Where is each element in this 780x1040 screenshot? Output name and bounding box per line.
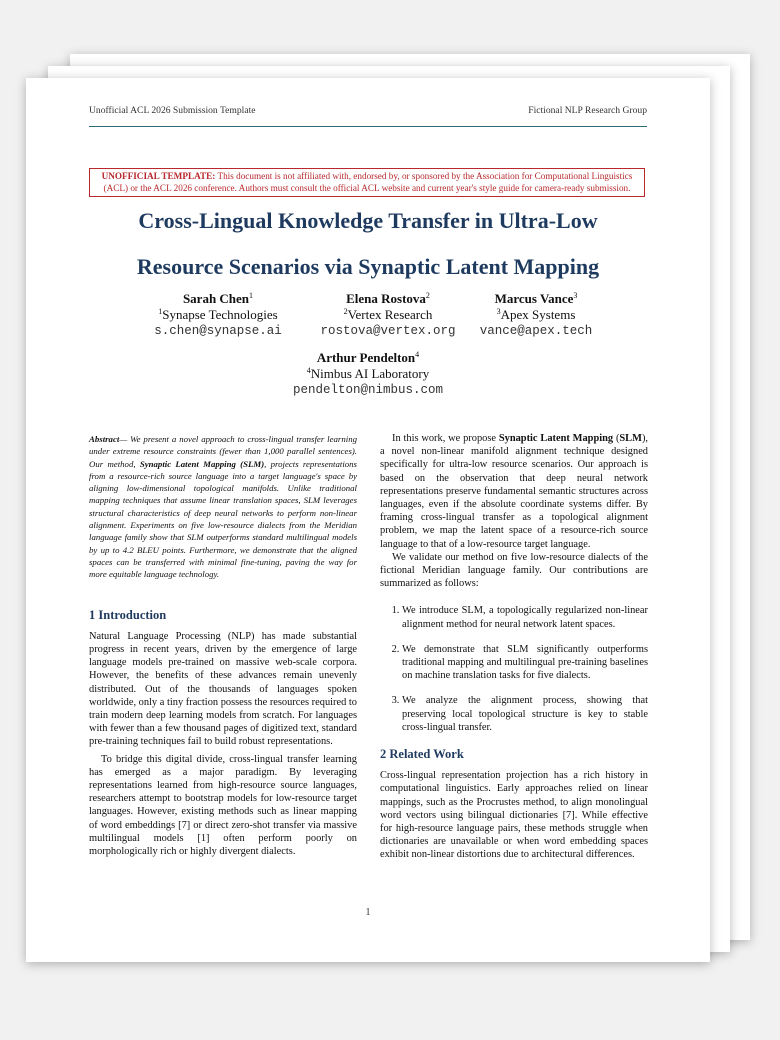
text-run: ( xyxy=(613,433,620,444)
author-4 xyxy=(278,350,458,398)
author-sup: 4 xyxy=(415,350,420,359)
author-sup: 3 xyxy=(573,291,578,300)
author-name: Arthur Pendelton xyxy=(316,350,416,365)
author-name: Marcus Vance xyxy=(494,291,574,306)
author-email: pendelton@nimbus.com xyxy=(292,383,444,397)
notice-text: This document is not affiliated with, endorsed by, or sponsored by the Association for Computational Linguistics (ACL) or the ACL 2026 conference. Authors must consult the official ACL website and current year's style guide for camera-ready submission. xyxy=(103,171,633,193)
title-line-2: Resource Scenarios via Synaptic Latent Mapping xyxy=(136,254,600,279)
method-abbrev: SLM xyxy=(619,433,642,444)
intro-paragraph-2: To bridge this digital divide, cross-lingual transfer learning has emerged as a major paradigm. By leveraging representations learned from high-resource source languages, researchers attempt to bootstrap models for low-resource target languages. However, existing methods such as linear mapping of word embeddings [7] or direct zero-shot transfer via massive multilingual models [1] often perform poorly on morphologically rich or highly divergent dialects. xyxy=(89,753,357,858)
unofficial-notice xyxy=(89,168,645,197)
related-work-paragraph: Cross-lingual representation projection has a rich history in computational linguistics. Early approaches relied on linear mappings, such as the Procrustes method, to align monolingual word vectors using bilingual dictionaries [7]. While effective for high-resource language pairs, these methods struggle when dictionaries are unavailable or when word embedding spaces exhibit non-linear distortions due to architectural differences. xyxy=(380,770,648,861)
list-item: 1. We introduce SLM, a topologically regularized non-linear alignment method for neural network latent spaces. xyxy=(402,604,648,630)
author-name: Sarah Chen xyxy=(182,291,250,306)
abstract-text-1: — We present a novel approach to cross-lingual transfer learning under extreme resource constraints (fewer than 1,000 parallel sentences). Our method, xyxy=(89,434,357,469)
affiliation-sup: 1 xyxy=(158,307,163,316)
running-header xyxy=(89,105,647,127)
author-affiliation xyxy=(456,307,616,323)
intro-paragraph-1: Natural Language Processing (NLP) has made substantial progress in recent years, driven by the emergence of large language models pre-trained on massive web-scale corpora. However, the benefits of these advances remain unevenly distributed. Out of the thousands of languages spoken worldwide, only a tiny fraction possess the resources required to train modern deep learning models from scratch. For languages with fewer than a few thousand pages of digitized text, standard pre-training techniques fail to build robust representations. xyxy=(89,630,357,748)
affiliation-sup: 3 xyxy=(496,307,501,316)
left-column xyxy=(89,433,357,858)
affiliation-text: Apex Systems xyxy=(500,307,576,322)
text-run: In this work, we propose xyxy=(392,433,499,444)
author-affiliation xyxy=(138,307,298,323)
author-3 xyxy=(456,291,616,339)
section-heading-introduction: 1 Introduction xyxy=(89,607,167,622)
method-name: Synaptic Latent Mapping xyxy=(498,433,614,444)
author-email: s.chen@synapse.ai xyxy=(154,324,282,338)
affiliation-text: Synapse Technologies xyxy=(162,307,278,322)
abstract-method: Synaptic Latent Mapping (SLM) xyxy=(139,458,265,469)
affiliation-text: Vertex Research xyxy=(347,307,433,322)
notice-label: UNOFFICIAL TEMPLATE: xyxy=(101,171,216,181)
author-sup: 2 xyxy=(425,291,430,300)
list-item: 3. We analyze the alignment process, showing that preserving local topological structure is key to stable cross-lingual transfer. xyxy=(402,694,648,734)
affiliation-sup: 4 xyxy=(306,366,311,375)
paper-title xyxy=(66,198,670,290)
author-2 xyxy=(298,291,478,339)
author-affiliation xyxy=(278,366,458,382)
author-1 xyxy=(138,291,298,339)
author-affiliation xyxy=(298,307,478,323)
page-number: 1 xyxy=(365,907,371,918)
right-column xyxy=(380,432,648,862)
abstract xyxy=(89,433,357,581)
header-left: Unofficial ACL 2026 Submission Template xyxy=(89,105,256,116)
text-run: ), a novel non-linear manifold alignment technique designed specifically for ultra-low resource scenarios. Our approach is based on the observation that deep neural network representations preserve fundamental semantic structures across languages, even if the absolute coordinate systems differ. By framing cross-lingual transfer as a topological alignment problem, we map the latent space of a resource-rich source language to that of a low-resource target language. xyxy=(380,433,648,550)
affiliation-sup: 2 xyxy=(343,307,348,316)
list-item: 2. We demonstrate that SLM significantly outperforms traditional mapping and multilingual pre-training baselines on machine translation tasks for five dialects. xyxy=(402,643,648,683)
section-heading-related-work: 2 Related Work xyxy=(380,747,464,762)
paper-page xyxy=(26,78,710,962)
affiliation-text: Nimbus AI Laboratory xyxy=(310,366,430,381)
author-email: rostova@vertex.org xyxy=(320,324,456,338)
author-sup: 1 xyxy=(249,291,254,300)
author-name: Elena Rostova xyxy=(346,291,426,306)
header-right: Fictional NLP Research Group xyxy=(528,105,647,116)
title-line-1: Cross-Lingual Knowledge Transfer in Ultra-Low xyxy=(138,208,598,233)
right-paragraph-1 xyxy=(380,432,648,551)
author-email: vance@apex.tech xyxy=(479,324,593,338)
abstract-label: Abstract xyxy=(89,434,120,444)
contributions-list xyxy=(380,604,648,734)
right-paragraph-2: We validate our method on five low-resource dialects of the fictional Meridian language family. Our contributions are summarized as follows: xyxy=(380,551,648,590)
abstract-text-2: , projects representations from a resource-rich source language into a target language's space by aligning low-dimensional topological manifolds. Unlike traditional mapping techniques that assume linear translation spaces, SLM leverages structural characteristics of deep neural networks to perform non-linear alignment. Experiments on five low-resource dialects from the Meridian language family show that SLM outperforms standard multilingual models by up to 4.2 BLEU points. Furthermore, we demonstrate that the aligned spaces can be transferred with minimal fine-tuning, paving the way for more equitable language technology. xyxy=(89,458,357,580)
